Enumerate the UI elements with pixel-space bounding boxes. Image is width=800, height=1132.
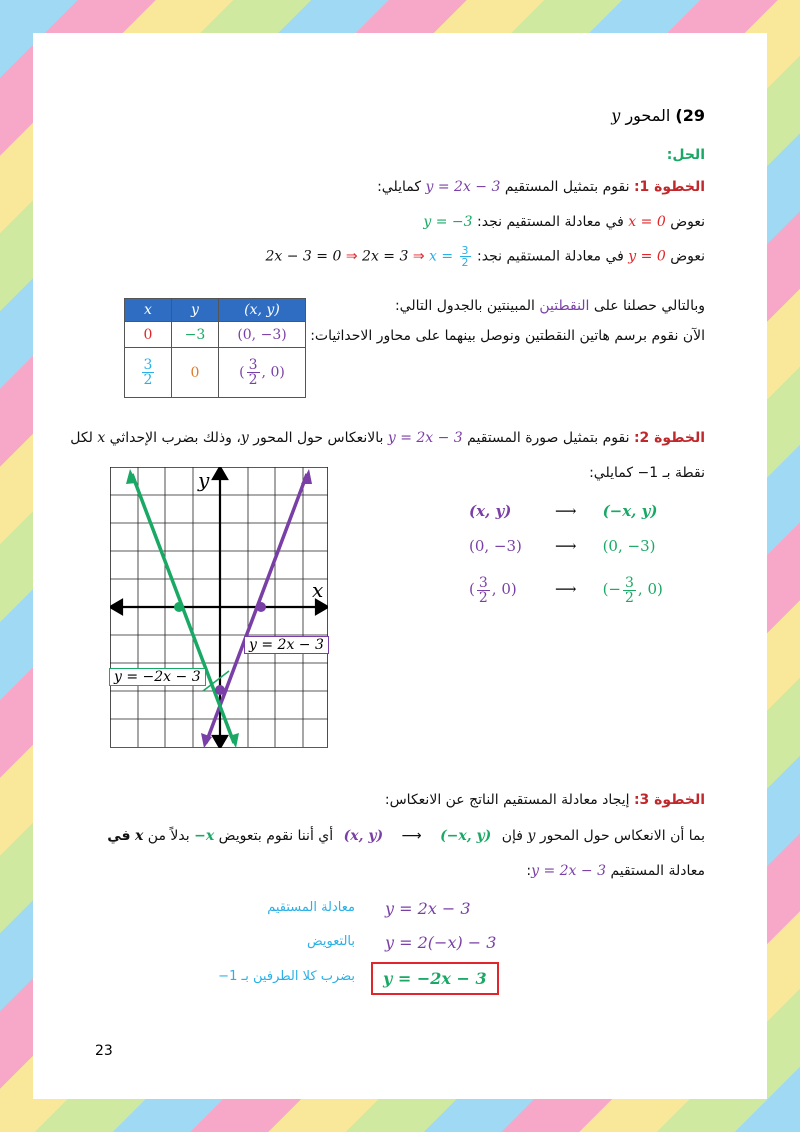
step3-map-to: (−x, y) (440, 828, 492, 844)
step2-var: x (97, 430, 106, 446)
cell-y: −3 (172, 322, 219, 348)
cell-point-fraction: ( $\frac{3}{2}$ , 0) (219, 348, 306, 398)
step2-text4: لكل (70, 430, 93, 446)
step3-line (385, 792, 705, 808)
step2-text5: نقطة بـ (662, 465, 705, 481)
step3-line2-colon: : (526, 863, 532, 879)
plot-instruction: الآن نقوم برسم هاتين النقطتين ونوصل بينهما على محاور الاحداثيات: (310, 328, 705, 344)
table-row (125, 348, 306, 398)
cell-point: (0, −3) (219, 322, 306, 348)
derivation-row-final (185, 962, 705, 1002)
header-point: (x, y) (219, 299, 306, 322)
y-axis-label: y (198, 468, 210, 492)
table-intro (395, 298, 705, 314)
graph (110, 467, 328, 748)
step3-axis: y (527, 828, 536, 844)
step1-sub1 (423, 214, 705, 230)
step3-label: الخطوة 3: (633, 792, 705, 808)
derivation-eq: y = 2(−x) − 3 (385, 933, 497, 952)
step3-mapping (344, 828, 492, 844)
step2-text1: نقوم بتمثيل صورة المستقيم (467, 430, 630, 446)
step2-line (70, 430, 705, 446)
mapping-row: (0, −3) ⟶ (0, −3) (469, 537, 656, 555)
step3-line2-eq: y = 2x − 3 (531, 863, 606, 879)
step1-suffix: كمايلي: (377, 179, 422, 195)
implies-arrow-2: ⇒ (412, 248, 425, 265)
step3-map-arrow: ⟶ (401, 828, 422, 844)
solution-label: الحل: (666, 147, 705, 163)
derivation-label: بالتعويض (307, 934, 355, 949)
step3-line2-text: معادلة المستقيم (610, 863, 705, 879)
problem-number: 29) (675, 106, 705, 125)
problem-text: المحور (625, 106, 671, 125)
table-row (125, 322, 306, 348)
cell-x: 0 (125, 322, 172, 348)
page-number: 23 (95, 1043, 113, 1059)
x-axis-arrow-right (316, 600, 328, 614)
step2-label: الخطوة 2: (633, 430, 705, 446)
sub2-calc (266, 245, 473, 268)
step3-text-e: في (107, 828, 131, 844)
page-sheet (33, 33, 767, 1099)
line-reflected-label: y = −2x − 3 (109, 668, 206, 686)
step3-line2 (526, 863, 705, 879)
line-reflected-arrow-top (126, 469, 137, 484)
step3-text-a: بما أن الانعكاس حول المحور (539, 828, 705, 844)
implies-arrow-1: ⇒ (345, 248, 358, 265)
step1-line (377, 179, 705, 195)
step1-label: الخطوة 1: (633, 179, 705, 195)
cell-x-fraction: $\frac{3}{2}$ (125, 348, 172, 398)
table-intro-a: وبالتالي حصلنا على (593, 298, 705, 314)
calc-step2: 2x = 3 (362, 248, 409, 265)
step3-text: إيجاد معادلة المستقيم الناتج عن الانعكاس: (384, 792, 630, 808)
points-table (124, 298, 306, 398)
step2-text6: كمايلي: (589, 465, 634, 481)
step2-equation: y = 2x − 3 (387, 430, 463, 446)
step2-text2: بالانعكاس حول المحور (253, 430, 384, 446)
step3-explanation (107, 828, 705, 844)
calc-step1: 2x − 3 = 0 (265, 248, 342, 265)
step3-var: x (134, 828, 144, 844)
calc-fraction: $\frac{3}{2}$ (461, 244, 469, 269)
table-intro-b: النقطتين (539, 298, 590, 314)
step2-factor: −1 (637, 465, 659, 481)
y-axis-arrow-bottom (213, 736, 227, 748)
derivation-eq: y = 2x − 3 (385, 899, 471, 918)
derivation-label: معادلة المستقيم (267, 900, 355, 915)
x-axis-label: x (312, 578, 324, 602)
step2-line2 (589, 465, 705, 481)
header-y: y (172, 299, 219, 322)
y-axis-arrow-top (213, 467, 227, 479)
point-3-2-0 (256, 602, 266, 612)
sub1-result: y = −3 (423, 214, 473, 230)
cell-y: 0 (172, 348, 219, 398)
mapping-row: (x, y) ⟶ (−x, y) (469, 502, 658, 520)
step3-text-d: بدلاً من (147, 828, 190, 844)
final-equation: y = −2x − 3 (371, 962, 499, 995)
sub2-prefix: نعوض (670, 248, 705, 265)
step1-equation: y = 2x − 3 (425, 179, 501, 195)
table-header-row (125, 299, 306, 322)
point-0-neg3 (215, 685, 225, 695)
sub1-text: في معادلة المستقيم نجد: (477, 214, 624, 230)
step3-map-from: (x, y) (343, 828, 384, 844)
step3-text-b: فإن (501, 828, 523, 844)
sub2-value: y = 0 (628, 248, 666, 265)
derivation-label: بضرب كلا الطرفين بـ 1− (218, 969, 355, 984)
calc-x: x = (429, 248, 454, 265)
line-original-label: y = 2x − 3 (244, 636, 329, 654)
derivation-row (185, 929, 705, 961)
sub1-value: x = 0 (628, 214, 666, 230)
problem-axis: y (611, 106, 621, 125)
step2-axis: y (240, 430, 249, 446)
step3-text-c: أي أننا نقوم بتعويض (218, 828, 334, 844)
sub1-prefix: نعوض (670, 214, 705, 230)
derivation-row (185, 895, 705, 927)
table-intro-c: المبينتين بالجدول التالي: (394, 298, 535, 314)
step1-sub2 (266, 245, 706, 268)
step1-text: نقوم بتمثيل المستقيم (504, 179, 630, 195)
mapping-list (469, 494, 663, 607)
mapping-row: ( $\frac{3}{2}$ , 0) ⟶ (− $\frac{3}{2}$ , 0) (469, 574, 663, 606)
sub2-text: في معادلة المستقيم نجد: (477, 248, 624, 265)
step3-sub: −x (194, 828, 215, 844)
x-axis-arrow-left (110, 600, 122, 614)
problem-header (611, 106, 705, 125)
step2-text3: ، وذلك بضرب الإحداثي (109, 430, 241, 446)
header-x: x (125, 299, 172, 322)
point-neg-3-2-0 (174, 602, 184, 612)
